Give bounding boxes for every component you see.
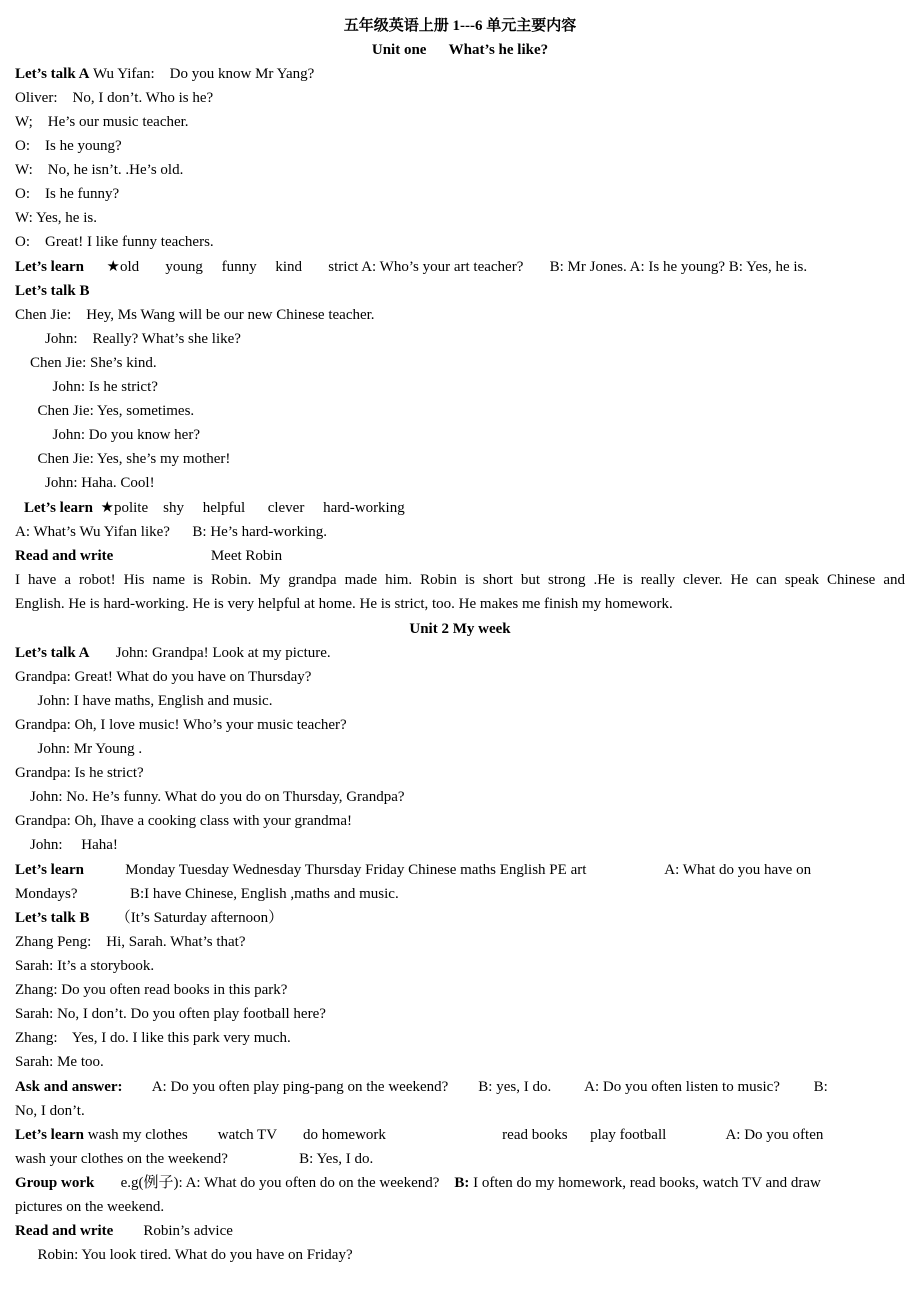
u1-learn1-line: Let’s learn ★old young funny kind strict A: Who’s your art teacher? B: Mr Jones. A: Is he young? B: Yes, he is. [15,259,808,275]
section-label: Let’s learn [15,259,85,275]
u1-rw-text: I have a robot! His name is Robin. My grandpa made him. Robin is short but strong .He is really clever. He can speak Chinese and [15,572,905,588]
u2-talkB-line: Zhang: Yes, I do. I like this park very much. [15,1030,291,1046]
u1-talkA-line: O: Is he funny? [15,186,120,202]
u1-learn2-line: Let’s learn ★polite shy helpful clever hard-working [24,500,405,516]
u1-talkA-line: O: Is he young? [15,138,122,154]
u2-talkA-line: Grandpa: Great! What do you have on Thursday? [15,669,312,685]
u2-group-cont: pictures on the weekend. [15,1199,165,1215]
u2-talkA-line: John: Mr Young . [15,741,143,757]
u1-talkA-line: Let’s talk A Wu Yifan: Do you know Mr Yang? [15,66,315,82]
u2-talkA-line: Grandpa: Is he strict? [15,765,144,781]
unit2-heading: Unit 2 My week [409,621,511,637]
section-label: Ask and answer: [15,1079,123,1095]
u2-learn2-cont: wash your clothes on the weekend? B: Yes, I do. [15,1151,374,1167]
section-label: Read and write [15,1223,114,1239]
section-label: Let’s talk A [15,66,90,82]
u2-rw-line: Read and write Robin’s advice [15,1223,233,1239]
section-label: Read and write [15,548,114,564]
u1-talkB-line: John: Is he strict? [15,379,158,395]
u2-rw-text: Robin: You look tired. What do you have on Friday? [15,1247,353,1263]
u1-talkB-line: John: Haha. Cool! [15,475,155,491]
document-title: 五年级英语上册 1---6 单元主要内容 [343,18,577,34]
u2-ask-line: Ask and answer: A: Do you often play ping-pang on the weekend? B: yes, I do. A: Do you often listen to music? B: [15,1079,828,1095]
section-label: Let’s talk A [15,645,90,661]
section-label: Let’s learn [15,1127,85,1143]
u2-talkB-line: Sarah: No, I don’t. Do you often play football here? [15,1006,326,1022]
u2-learn2-line: Let’s learn wash my clothes watch TV do homework read books play football A: Do you often [15,1127,824,1143]
u2-learn1-cont: Mondays? B:I have Chinese, English ,maths and music. [15,886,399,902]
u2-talkB-line: Zhang: Do you often read books in this park? [15,982,288,998]
unit1-heading: Unit one What’s he like? [371,42,549,58]
section-label: Let’s learn [15,862,85,878]
u1-talkB-line: Chen Jie: She’s kind. [15,355,157,371]
u1-talkB-line: Chen Jie: Yes, she’s my mother! [15,451,231,467]
u2-talkA-line: John: Haha! [15,837,118,853]
u2-talkA-line: Grandpa: Oh, Ihave a cooking class with your grandma! [15,813,352,829]
section-label: Group work [15,1175,95,1191]
u2-group-line: Group work e.g(例子): A: What do you often do on the weekend? B: I often do my homework, read books, watch TV and draw [15,1175,821,1191]
u2-talkA-line: John: No. He’s funny. What do you do on Thursday, Grandpa? [15,789,405,805]
u1-talkA-line: O: Great! I like funny teachers. [15,234,214,250]
section-label: Let’s talk B [15,910,90,926]
u1-talkB-line: Chen Jie: Hey, Ms Wang will be our new Chinese teacher. [15,307,375,323]
u1-rw-text: English. He is hard-working. He is very helpful at home. He is strict, too. He makes me finish my homework. [15,596,673,612]
u2-learn1-line: Let’s learn Monday Tuesday Wednesday Thursday Friday Chinese maths English PE art A: What do you have on [15,862,812,878]
u2-ask-cont: No, I don’t. [15,1103,85,1119]
u2-talkA-line: Let’s talk A John: Grandpa! Look at my picture. [15,645,331,661]
u1-talkA-line: W: Yes, he is. [15,210,97,226]
u2-talkB-line: Let’s talk B （It’s Saturday afternoon） [15,910,284,926]
u1-talkB-line: Chen Jie: Yes, sometimes. [15,403,195,419]
u2-talkA-line: John: I have maths, English and music. [15,693,273,709]
u2-talkB-line: Sarah: Me too. [15,1054,104,1070]
u2-talkB-line: Zhang Peng: Hi, Sarah. What’s that? [15,934,246,950]
u1-talkB-line: John: Really? What’s she like? [15,331,241,347]
u2-talkA-line: Grandpa: Oh, I love music! Who’s your music teacher? [15,717,347,733]
u1-learn2-qa: A: What’s Wu Yifan like? B: He’s hard-working. [15,524,327,540]
u1-talkA-line: Oliver: No, I don’t. Who is he? [15,90,214,106]
u1-talkB-label: Let’s talk B [15,283,90,299]
u1-talkA-line: W; He’s our music teacher. [15,114,189,130]
section-label: Let’s learn [24,500,94,516]
u1-talkA-line: W: No, he isn’t. .He’s old. [15,162,184,178]
u2-talkB-line: Sarah: It’s a storybook. [15,958,155,974]
u1-talkB-line: John: Do you know her? [15,427,200,443]
u1-rw-line: Read and write Meet Robin [15,548,283,564]
